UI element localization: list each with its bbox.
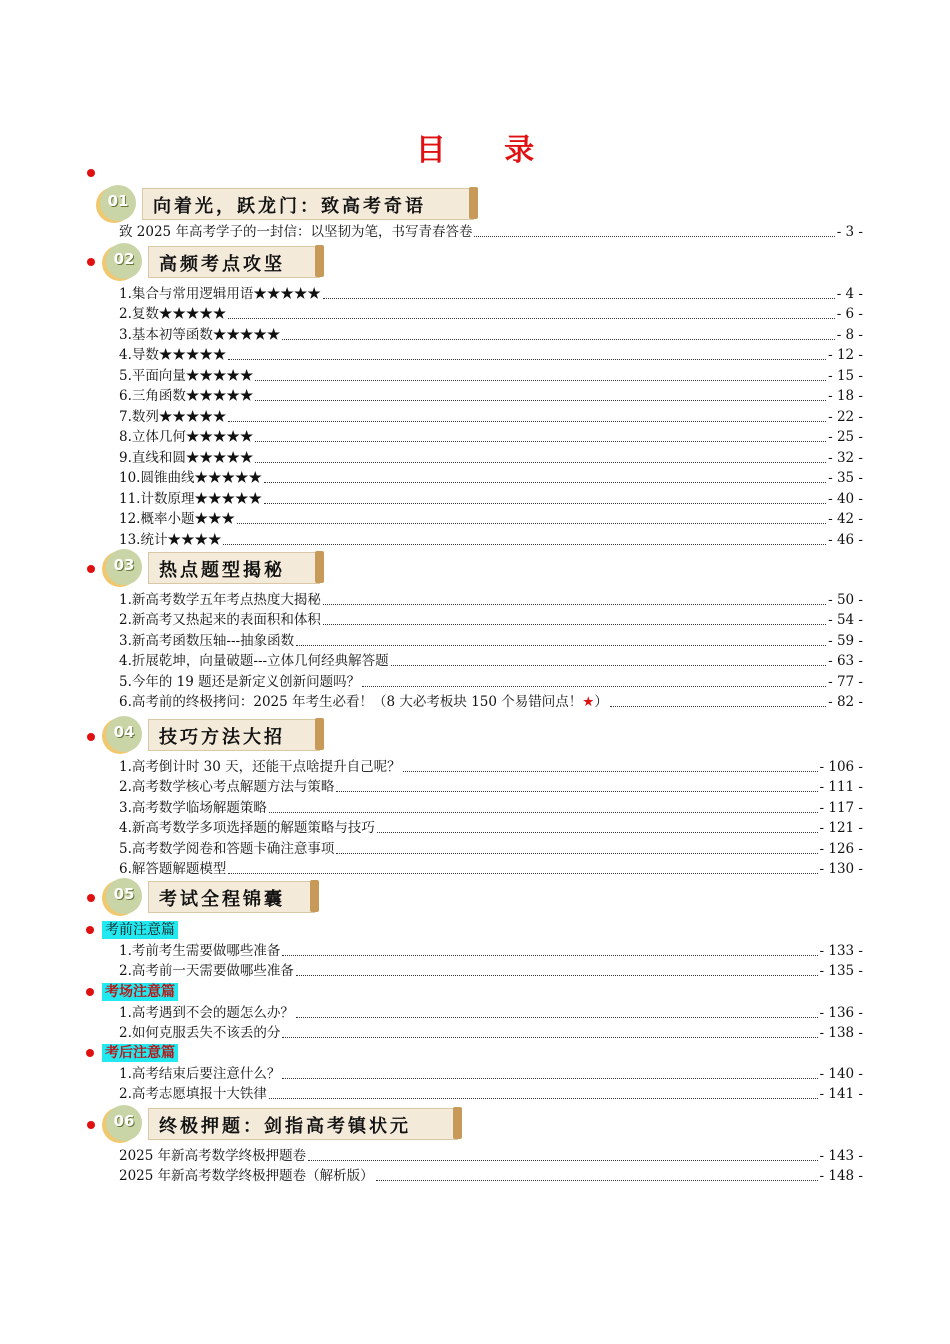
scroll-cap <box>453 1107 462 1139</box>
toc-entry[interactable]: 5.今年的 19 题还是新定义创新问题吗？ - 77 - <box>119 674 863 690</box>
toc-entry[interactable]: 7.数列★★★★★ - 22 - <box>119 409 863 425</box>
toc-entry[interactable]: 2025 年新高考数学终极押题卷（解析版） - 148 - <box>119 1168 863 1184</box>
toc-entry[interactable]: 6.三角函数★★★★★ - 18 - <box>119 388 863 404</box>
toc-entry[interactable]: 11.计数原理★★★★★ - 40 - <box>119 491 863 507</box>
page-title: 目 录 <box>415 133 559 168</box>
section-title: 向着光，跃龙门：致高考奇语 <box>153 196 426 217</box>
toc-entry[interactable]: 2.高考数学核心考点解题方法与策略 - 111 - <box>119 779 863 795</box>
scroll-cap <box>315 245 324 277</box>
toc-entry[interactable]: 3.高考数学临场解题策略 - 117 - <box>119 800 863 816</box>
section-banner-03 <box>98 549 328 589</box>
category-label: 考场注意篇 <box>86 983 178 1001</box>
section-banner-01 <box>92 185 482 225</box>
scroll-cap <box>315 551 324 583</box>
section-title: 高频考点攻坚 <box>159 254 285 275</box>
section-banner-06 <box>98 1105 466 1145</box>
toc-entry[interactable]: 2.复数★★★★★ - 6 - <box>119 306 863 322</box>
toc-entry[interactable]: 1.高考遇到不会的题怎么办？ - 136 - <box>119 1005 863 1021</box>
section-banner-04 <box>98 716 328 756</box>
toc-entry[interactable]: 2.新高考又热起来的表面积和体积 - 54 - <box>119 612 863 628</box>
scroll-cap <box>469 187 478 219</box>
toc-entry[interactable]: 4.折展乾坤，向量破题---立体几何经典解答题 - 63 - <box>119 653 863 669</box>
toc-entry[interactable]: 5.高考数学阅卷和答题卡确注意事项 - 126 - <box>119 841 863 857</box>
toc-entry[interactable]: 3.基本初等函数★★★★★ - 8 - <box>119 327 863 343</box>
toc-entry[interactable]: 1.高考结束后要注意什么？ - 140 - <box>119 1066 863 1082</box>
category-label: 考前注意篇 <box>86 921 178 939</box>
section-banner-02 <box>98 243 328 283</box>
bullet-dot <box>87 169 95 177</box>
toc-entry[interactable]: 致 2025 年高考学子的一封信：以坚韧为笔，书写青春答卷 - 3 - <box>119 224 863 240</box>
section-number-badge: 03 <box>106 549 142 585</box>
section-title: 终极押题：剑指高考镇状元 <box>159 1116 411 1137</box>
toc-entry[interactable]: 1.高考倒计时 30 天，还能干点啥提升自己呢？ - 106 - <box>119 759 863 775</box>
toc-entry[interactable]: 9.直线和圆★★★★★ - 32 - <box>119 450 863 466</box>
section-title: 热点题型揭秘 <box>159 560 285 581</box>
scroll-cap <box>310 880 319 912</box>
bullet-dot <box>87 565 95 573</box>
toc-entry[interactable]: 2.如何克服丢失不该丢的分 - 138 - <box>119 1025 863 1041</box>
section-number-badge: 06 <box>106 1105 142 1141</box>
toc-entry[interactable]: 3.新高考函数压轴---抽象函数 - 59 - <box>119 633 863 649</box>
toc-entry[interactable]: 1.集合与常用逻辑用语★★★★★ - 4 - <box>119 286 863 302</box>
section-number-badge: 05 <box>106 878 142 914</box>
toc-entry[interactable]: 2025 年新高考数学终极押题卷 - 143 - <box>119 1148 863 1164</box>
toc-entry[interactable]: 12.概率小题★★★ - 42 - <box>119 511 863 527</box>
section-number-badge: 04 <box>106 716 142 752</box>
section-banner-05 <box>98 878 323 918</box>
toc-entry[interactable]: 10.圆锥曲线★★★★★ - 35 - <box>119 470 863 486</box>
toc-entry[interactable]: 6.解答题解题模型 - 130 - <box>119 861 863 877</box>
section-number-badge: 02 <box>106 243 142 279</box>
section-number-badge: 01 <box>100 185 136 221</box>
bullet-dot <box>87 258 95 266</box>
toc-entry[interactable]: 2.高考志愿填报十大铁律 - 141 - <box>119 1086 863 1102</box>
toc-entry[interactable]: 8.立体几何★★★★★ - 25 - <box>119 429 863 445</box>
toc-entry[interactable]: 6.高考前的终极拷问：2025 年考生必看！（8 大必考板块 150 个易错问点！ ★ ） - 82 - <box>119 694 863 710</box>
bullet-dot <box>87 733 95 741</box>
toc-entry[interactable]: 4.导数★★★★★ - 12 - <box>119 347 863 363</box>
toc-entry[interactable]: 2.高考前一天需要做哪些准备 - 135 - <box>119 963 863 979</box>
star-icon: ★ <box>582 694 595 710</box>
toc-entry[interactable]: 5.平面向量★★★★★ - 15 - <box>119 368 863 384</box>
toc-entry[interactable]: 1.考前考生需要做哪些准备 - 133 - <box>119 943 863 959</box>
section-title: 技巧方法大招 <box>159 727 285 748</box>
bullet-dot <box>87 894 95 902</box>
section-title: 考试全程锦囊 <box>159 889 285 910</box>
toc-entry[interactable]: 4.新高考数学多项选择题的解题策略与技巧 - 121 - <box>119 820 863 836</box>
category-label: 考后注意篇 <box>86 1044 178 1062</box>
toc-entry[interactable]: 1.新高考数学五年考点热度大揭秘 - 50 - <box>119 592 863 608</box>
scroll-cap <box>315 718 324 750</box>
bullet-dot <box>87 1121 95 1129</box>
toc-entry[interactable]: 13.统计★★★★ - 46 - <box>119 532 863 548</box>
